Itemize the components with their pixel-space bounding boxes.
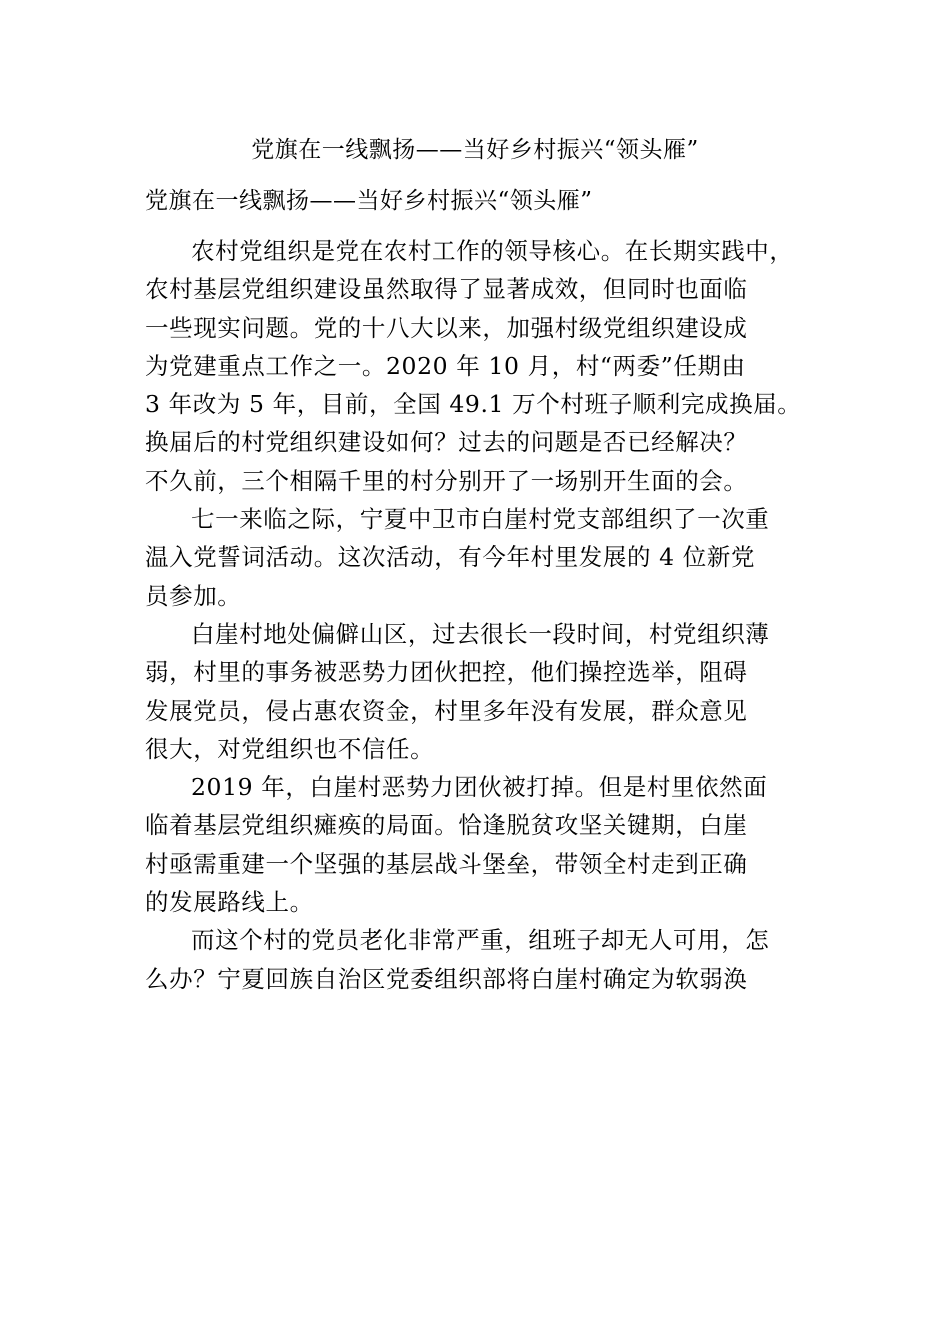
paragraph-line: 很大，对党组织也不信任。 <box>145 734 435 763</box>
paragraph-line: 换届后的村党组织建设如何？过去的问题是否已经解决？ <box>145 428 748 457</box>
paragraph-line: 白崖村地处偏僻山区，过去很长一段时间，村党组织薄 <box>191 619 770 648</box>
paragraph-4 <box>145 768 815 921</box>
document-body <box>145 232 815 998</box>
paragraph-line: 的发展路线上。 <box>145 888 314 917</box>
paragraph-line: 农村党组织是党在农村工作的领导核心。在长期实践中， <box>191 237 794 265</box>
paragraph-line: 员参加。 <box>145 581 242 610</box>
paragraph-line: 一些现实问题。党的十八大以来，加强村级党组织建设成 <box>145 313 748 342</box>
paragraph-line: 么办？宁夏回族自治区党委组织部将白崖村确定为软弱涣 <box>145 964 748 993</box>
paragraph-1 <box>145 232 815 500</box>
paragraph-3 <box>145 615 815 768</box>
paragraph-line: 3 年改为 5 年，目前，全国 49.1 万个村班子顺利完成换届。 <box>145 390 802 419</box>
paragraph-line: 七一来临之际，宁夏中卫市白崖村党支部组织了一次重 <box>191 505 770 534</box>
paragraph-line: 而这个村的党员老化非常严重，组班子却无人可用，怎 <box>191 926 770 955</box>
paragraph-line: 农村基层党组织建设虽然取得了显著成效，但同时也面临 <box>145 275 748 304</box>
paragraph-line: 发展党员，侵占惠农资金，村里多年没有发展，群众意见 <box>145 696 748 725</box>
document-title-left: 党旗在一线飘扬——当好乡村振兴“领头雁” <box>145 188 593 214</box>
paragraph-line: 弱，村里的事务被恶势力团伙把控，他们操控选举，阻碍 <box>145 658 748 687</box>
paragraph-line: 村亟需重建一个坚强的基层战斗堡垒，带领全村走到正确 <box>145 849 748 878</box>
paragraph-2 <box>145 500 815 615</box>
paragraph-line: 临着基层党组织瘫痪的局面。恰逢脱贫攻坚关键期，白崖 <box>145 811 748 840</box>
document-title-centered: 党旗在一线飘扬——当好乡村振兴“领头雁” <box>251 137 699 163</box>
paragraph-line: 不久前，三个相隔千里的村分别开了一场别开生面的会。 <box>145 466 748 495</box>
paragraph-line: 温入党誓词活动。这次活动，有今年村里发展的 4 位新党 <box>145 543 756 572</box>
paragraph-line: 为党建重点工作之一。2020 年 10 月，村“两委”任期由 <box>145 351 746 380</box>
paragraph-5 <box>145 921 815 998</box>
paragraph-line: 2019 年，白崖村恶势力团伙被打掉。但是村里依然面 <box>191 773 768 802</box>
